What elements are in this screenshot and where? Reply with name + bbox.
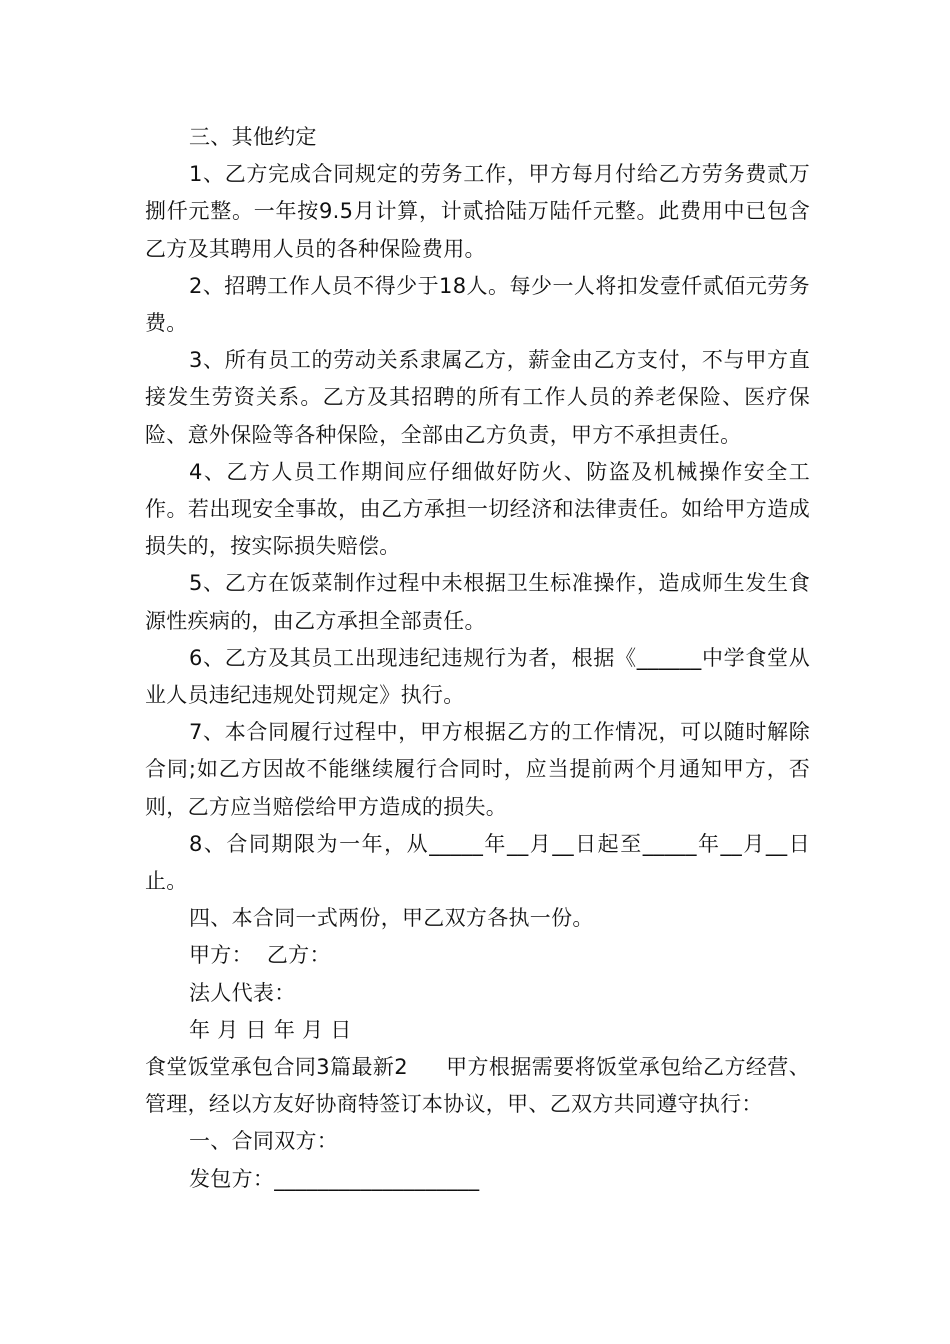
clause-6: 6、乙方及其员工出现违纪违规行为者，根据《______中学食堂从业人员违纪违规处罚规定》执行。 [145,645,810,708]
contractor-line: 发包方：___________________ [189,1166,480,1191]
section-four: 四、本合同一式两份，甲乙双方各执一份。 [189,906,594,931]
date-line: 年 月 日 年 月 日 [189,1017,352,1042]
next-document-paragraph [145,1049,810,1123]
clause-1: 1、乙方完成合同规定的劳务工作，甲方每月付给乙方劳务费贰万捌仟元整。一年按9.5月计算，计贰拾陆万陆仟元整。此费用中已包含乙方及其聘用人员的各种保险费用。 [145,162,810,261]
document-body [145,119,810,1198]
next-document-title: 食堂饭堂承包合同3篇最新2 [145,1055,408,1080]
clause-5: 5、乙方在饭菜制作过程中未根据卫生标准操作，造成师生发生食源性疾病的，由乙方承担全部责任。 [145,571,810,633]
legal-representative-line: 法人代表： [189,980,296,1005]
next-document-intro: 甲方根据需要将饭堂承包给乙方经营、管理，经以方友好协商特签订本协议，甲、乙双方共同遵守执行： [145,1055,810,1117]
clause-8: 8、合同期限为一年，从_____年__月__日起至_____年__月__日止。 [145,831,810,894]
clause-3: 3、所有员工的劳动关系隶属乙方，薪金由乙方支付，不与甲方直接发生劳资关系。乙方及其招聘的所有工作人员的养老保险、医疗保险、意外保险等各种保险，全部由乙方负责，甲方不承担责任。 [145,348,810,447]
section-heading: 三、其他约定 [189,125,317,149]
clause-2: 2、招聘工作人员不得少于18人。每少一人将扣发壹仟贰佰元劳务费。 [145,273,810,336]
clause-4: 4、乙方人员工作期间应仔细做好防火、防盗及机械操作安全工作。若出现安全事故，由乙方承担一切经济和法律责任。如给甲方造成损失的，按实际损失赔偿。 [145,459,810,559]
parties-signature-line: 甲方： 乙方： [189,943,331,968]
clause-7: 7、本合同履行过程中，甲方根据乙方的工作情况，可以随时解除合同;如乙方因故不能继续履行合同时，应当提前两个月通知甲方，否则，乙方应当赔偿给甲方造成的损失。 [145,720,810,819]
section-one-heading: 一、合同双方： [189,1129,339,1154]
